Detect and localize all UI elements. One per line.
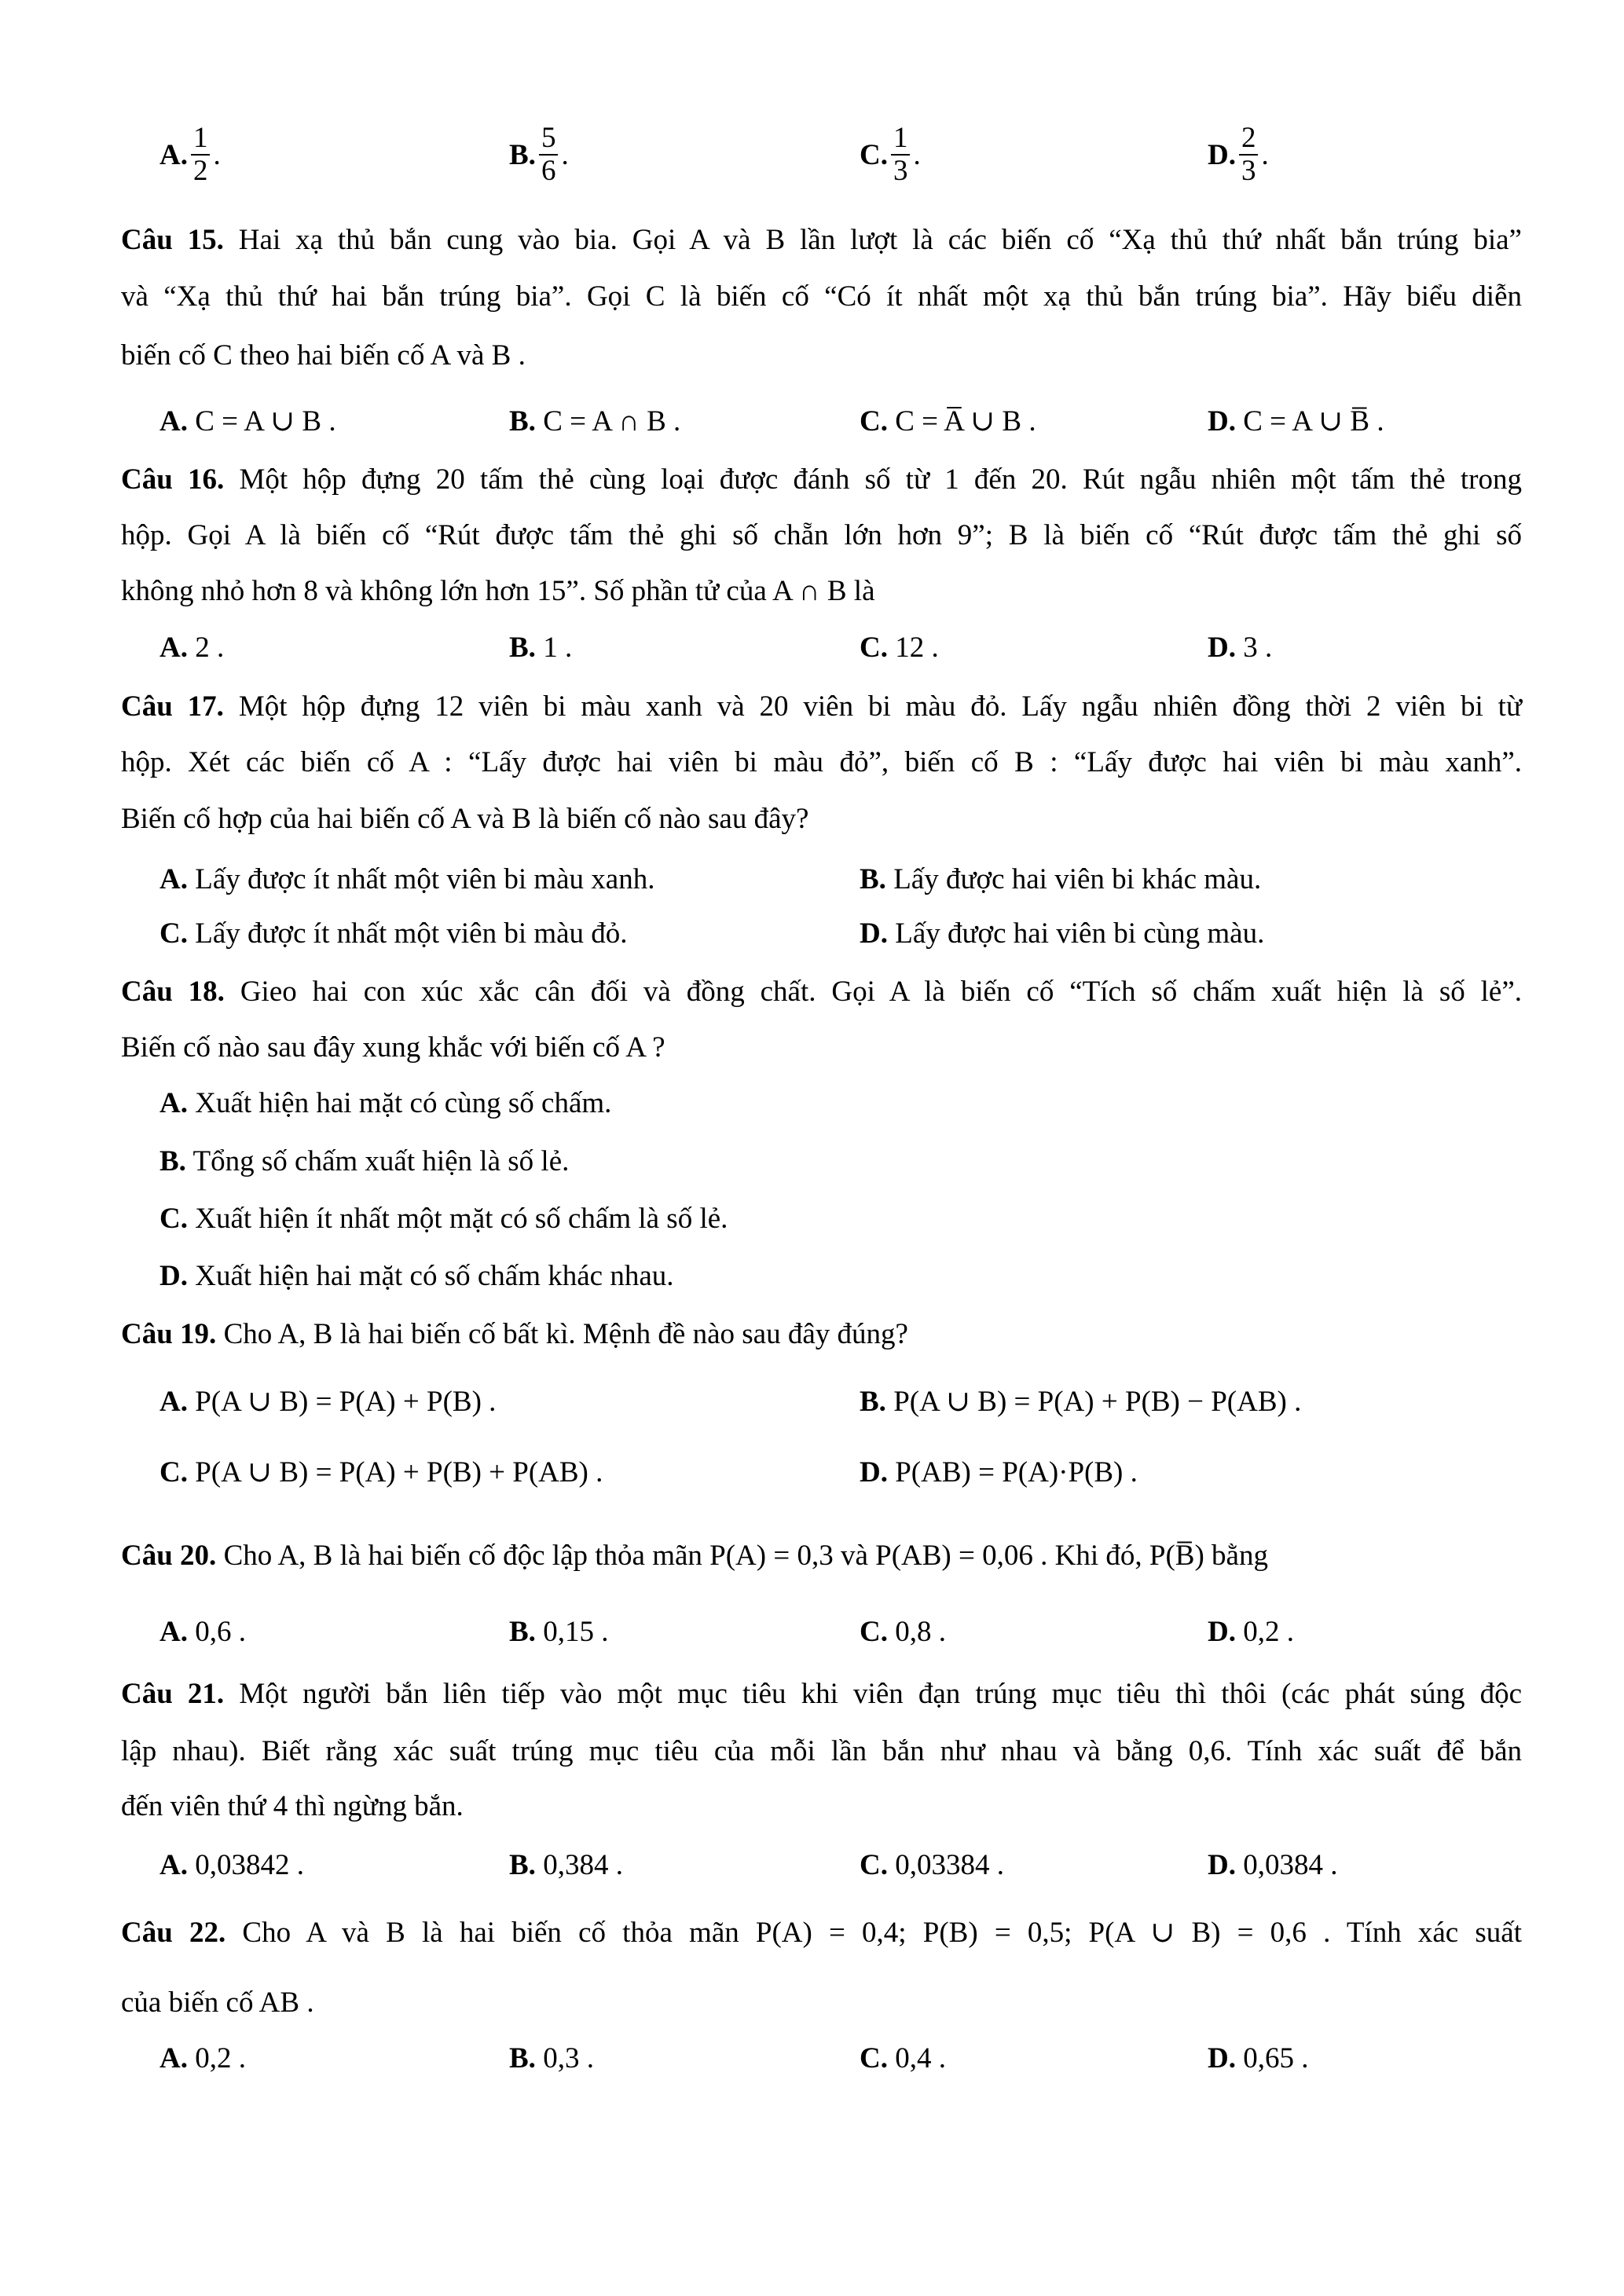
answer-option	[159, 1454, 603, 1492]
option-label: A.	[159, 863, 188, 895]
answer-option	[1208, 2040, 1308, 2078]
question-text-line	[121, 744, 1522, 782]
denominator: 3	[1241, 155, 1256, 187]
answer-option	[159, 1143, 569, 1181]
answer-option	[860, 115, 921, 194]
answer-option	[159, 861, 654, 899]
option-label: D.	[1208, 405, 1236, 438]
option-label: B.	[509, 2042, 536, 2074]
question-text: lập nhau). Biết rằng xác suất trúng mục tiêu của mỗi lần bắn như nhau và bằng 0,6. Tính xác suất để bắn	[121, 1735, 1522, 1767]
answer-option	[860, 861, 1261, 899]
answer-option	[159, 2040, 246, 2078]
option-label: D.	[1208, 1616, 1236, 1648]
answer-option	[159, 1613, 246, 1651]
numerator: 2	[1239, 123, 1259, 156]
question-text: Một người bắn liên tiếp vào một mục tiêu khi viên đạn trúng mục tiêu thì thôi (các phát súng độc	[239, 1678, 1522, 1710]
option-label: C.	[860, 405, 888, 438]
answer-option	[509, 1613, 608, 1651]
question-text: biến cố C theo hai biến cố A và B .	[121, 339, 526, 372]
option-text: Lấy được hai viên bi khác màu.	[893, 863, 1262, 895]
period: .	[561, 138, 569, 171]
option-text: 0,2 .	[195, 2042, 246, 2074]
question-text-line	[121, 688, 1522, 726]
option-text: 3 .	[1243, 632, 1273, 664]
answer-option	[860, 629, 939, 667]
answer-option	[860, 1454, 1138, 1492]
denominator: 3	[893, 155, 908, 187]
option-label: C.	[860, 1616, 888, 1648]
option-label: B.	[860, 863, 886, 895]
question-text: của biến cố AB .	[121, 1987, 314, 2019]
option-text: 0,03842 .	[195, 1849, 304, 1881]
question-text: hộp. Gọi A là biến cố “Rút được tấm thẻ ghi số chẵn lớn hơn 9”; B là biến cố “Rút được tấm thẻ ghi số	[121, 519, 1522, 551]
question-number: Câu 15.	[121, 224, 224, 256]
option-text: Lấy được hai viên bi cùng màu.	[895, 917, 1265, 950]
answer-option	[509, 629, 572, 667]
option-text: 0,8 .	[895, 1616, 946, 1648]
question-text: Cho A, B là hai biến cố bất kì. Mệnh đề nào sau đây đúng?	[223, 1318, 908, 1350]
answer-option	[509, 115, 569, 194]
question-number: Câu 17.	[121, 690, 224, 723]
fraction	[191, 123, 211, 187]
question-text: Biến cố hợp của hai biến cố A và B là biến cố nào sau đây?	[121, 803, 809, 835]
answer-option	[509, 403, 680, 441]
option-label: A.	[159, 1616, 188, 1648]
fraction	[891, 123, 911, 187]
option-text: P(A ∪ B) = P(A) + P(B) .	[195, 1386, 497, 1418]
option-text: C = A ∩ B .	[543, 405, 681, 438]
answer-option	[860, 915, 1264, 953]
question-text-line	[121, 1984, 1522, 2022]
option-text: 1 .	[543, 632, 573, 664]
denominator: 6	[541, 155, 556, 187]
question-text-line	[121, 1788, 1522, 1825]
question-text-line	[121, 461, 1522, 499]
option-text: 0,384 .	[543, 1849, 623, 1881]
option-text: 0,3 .	[543, 2042, 594, 2074]
question-number: Câu 18.	[121, 976, 225, 1008]
question-text-line	[121, 1914, 1522, 1952]
answer-option	[860, 2040, 946, 2078]
option-label: D.	[159, 1260, 188, 1292]
answer-option	[1208, 115, 1269, 194]
option-text: Tổng số chấm xuất hiện là số lẻ.	[192, 1145, 570, 1177]
option-label: D.	[1208, 632, 1236, 664]
option-text: P(A ∪ B) = P(A) + P(B) + P(AB) .	[195, 1456, 603, 1489]
option-text: C = A̅ ∪ B .	[895, 405, 1036, 438]
question-text: không nhỏ hơn 8 và không lớn hơn 15”. Số phần tử của A ∩ B là	[121, 575, 875, 607]
option-text: 0,03384 .	[895, 1849, 1004, 1881]
option-label: D.	[860, 917, 888, 950]
option-label: C.	[159, 1456, 188, 1489]
option-text: P(AB) = P(A)·P(B) .	[895, 1456, 1138, 1489]
answer-option	[860, 1613, 946, 1651]
answer-option	[159, 1200, 728, 1238]
answer-option	[159, 629, 224, 667]
question-number: Câu 16.	[121, 463, 225, 496]
option-label: C.	[860, 138, 888, 171]
option-label: A.	[159, 1849, 188, 1881]
question-text-line	[121, 1537, 1522, 1575]
question-text-line	[121, 973, 1522, 1011]
answer-option	[1208, 1847, 1337, 1884]
answer-option	[159, 1847, 304, 1884]
option-text: C = A ∪ B .	[195, 405, 336, 438]
answer-option	[159, 1258, 674, 1295]
period: .	[213, 138, 221, 171]
option-label: B.	[509, 1616, 536, 1648]
question-text-line	[121, 573, 1522, 610]
option-text: Xuất hiện hai mặt có cùng số chấm.	[195, 1087, 612, 1119]
question-text-line	[121, 222, 1522, 259]
answer-option	[509, 2040, 594, 2078]
question-number: Câu 19.	[121, 1318, 217, 1350]
answer-option	[1208, 403, 1384, 441]
answer-option	[159, 403, 336, 441]
answer-option	[159, 1085, 611, 1122]
option-label: B.	[509, 1849, 536, 1881]
option-text: Lấy được ít nhất một viên bi màu xanh.	[195, 863, 655, 895]
fraction	[539, 123, 559, 187]
answer-option	[1208, 1613, 1294, 1651]
numerator: 1	[891, 123, 911, 156]
option-label: C.	[860, 1849, 888, 1881]
question-text: Gieo hai con xúc xắc cân đối và đồng chất. Gọi A là biến cố “Tích số chấm xuất hiện là số lẻ”.	[240, 976, 1523, 1008]
answer-option	[1208, 629, 1272, 667]
question-text: Cho A và B là hai biến cố thỏa mãn P(A) = 0,4; P(B) = 0,5; P(A ∪ B) = 0,6 . Tính xác suất	[242, 1917, 1522, 1949]
option-label: A.	[159, 1386, 188, 1418]
question-text: hộp. Xét các biến cố A : “Lấy được hai viên bi màu đỏ”, biến cố B : “Lấy được hai viên bi màu xanh”.	[121, 746, 1522, 778]
period: .	[1261, 138, 1269, 171]
option-text: Xuất hiện ít nhất một mặt có số chấm là số lẻ.	[195, 1203, 728, 1235]
option-label: D.	[860, 1456, 888, 1489]
option-label: D.	[1208, 1849, 1236, 1881]
option-label: A.	[159, 2042, 188, 2074]
option-text: C = A ∪ B̅ .	[1243, 405, 1384, 438]
option-text: Lấy được ít nhất một viên bi màu đỏ.	[195, 917, 628, 950]
answer-option	[860, 1383, 1301, 1421]
answer-option	[860, 1847, 1004, 1884]
question-text-line	[121, 337, 1522, 375]
option-text: 0,15 .	[543, 1616, 609, 1648]
option-label: B.	[509, 138, 536, 171]
fraction	[1239, 123, 1259, 187]
option-label: B.	[509, 405, 536, 438]
option-label: B.	[159, 1145, 186, 1177]
question-text-line	[121, 278, 1522, 316]
question-text: và “Xạ thủ thứ hai bắn trúng bia”. Gọi C là biến cố “Có ít nhất một xạ thủ bắn trúng bia”. Hãy biểu diễn	[121, 280, 1522, 313]
question-number: Câu 21.	[121, 1678, 225, 1710]
option-text: 12 .	[895, 632, 939, 664]
option-label: B.	[509, 632, 536, 664]
answer-option	[159, 915, 628, 953]
option-text: 0,0384 .	[1243, 1849, 1338, 1881]
question-text-line	[121, 800, 1522, 838]
question-text: đến viên thứ 4 thì ngừng bắn.	[121, 1790, 464, 1822]
question-text-line	[121, 1316, 1522, 1353]
question-text: Một hộp đựng 12 viên bi màu xanh và 20 viên bi màu đỏ. Lấy ngẫu nhiên đồng thời 2 viên bi từ	[238, 690, 1522, 723]
question-number: Câu 20.	[121, 1540, 217, 1572]
option-text: Xuất hiện hai mặt có số chấm khác nhau.	[195, 1260, 674, 1292]
question-text-line	[121, 1029, 1522, 1067]
option-text: 2 .	[195, 632, 225, 664]
question-text-line	[121, 517, 1522, 555]
option-label: D.	[1208, 138, 1236, 171]
answer-option	[159, 1383, 496, 1421]
option-text: 0,2 .	[1243, 1616, 1294, 1648]
question-text: Hai xạ thủ bắn cung vào bia. Gọi A và B lần lượt là các biến cố “Xạ thủ thứ nhất bắn trúng bia”	[238, 224, 1522, 256]
option-label: C.	[159, 917, 188, 950]
question-text-line	[121, 1733, 1522, 1771]
question-text: Biến cố nào sau đây xung khắc với biến cố A ?	[121, 1031, 665, 1064]
question-number: Câu 22.	[121, 1917, 226, 1949]
option-text: P(A ∪ B) = P(A) + P(B) − P(AB) .	[893, 1386, 1302, 1418]
option-label: C.	[860, 2042, 888, 2074]
question-text-line	[121, 1675, 1522, 1713]
option-text: 0,4 .	[895, 2042, 946, 2074]
period: .	[913, 138, 921, 171]
option-label: A.	[159, 632, 188, 664]
option-label: A.	[159, 138, 188, 171]
answer-option	[159, 115, 221, 194]
numerator: 5	[539, 123, 559, 156]
question-text: Cho A, B là hai biến cố độc lập thỏa mãn P(A) = 0,3 và P(AB) = 0,06 . Khi đó, P(B̅) bằng	[223, 1540, 1268, 1572]
option-label: B.	[860, 1386, 886, 1418]
option-text: 0,65 .	[1243, 2042, 1309, 2074]
answer-option	[509, 1847, 623, 1884]
option-text: 0,6 .	[195, 1616, 246, 1648]
numerator: 1	[191, 123, 211, 156]
question-text: Một hộp đựng 20 tấm thẻ cùng loại được đánh số từ 1 đến 20. Rút ngẫu nhiên một tấm thẻ trong	[239, 463, 1522, 496]
option-label: A.	[159, 1087, 188, 1119]
option-label: C.	[860, 632, 888, 664]
option-label: C.	[159, 1203, 188, 1235]
answer-option	[860, 403, 1036, 441]
denominator: 2	[192, 155, 208, 187]
option-label: D.	[1208, 2042, 1236, 2074]
option-label: A.	[159, 405, 188, 438]
